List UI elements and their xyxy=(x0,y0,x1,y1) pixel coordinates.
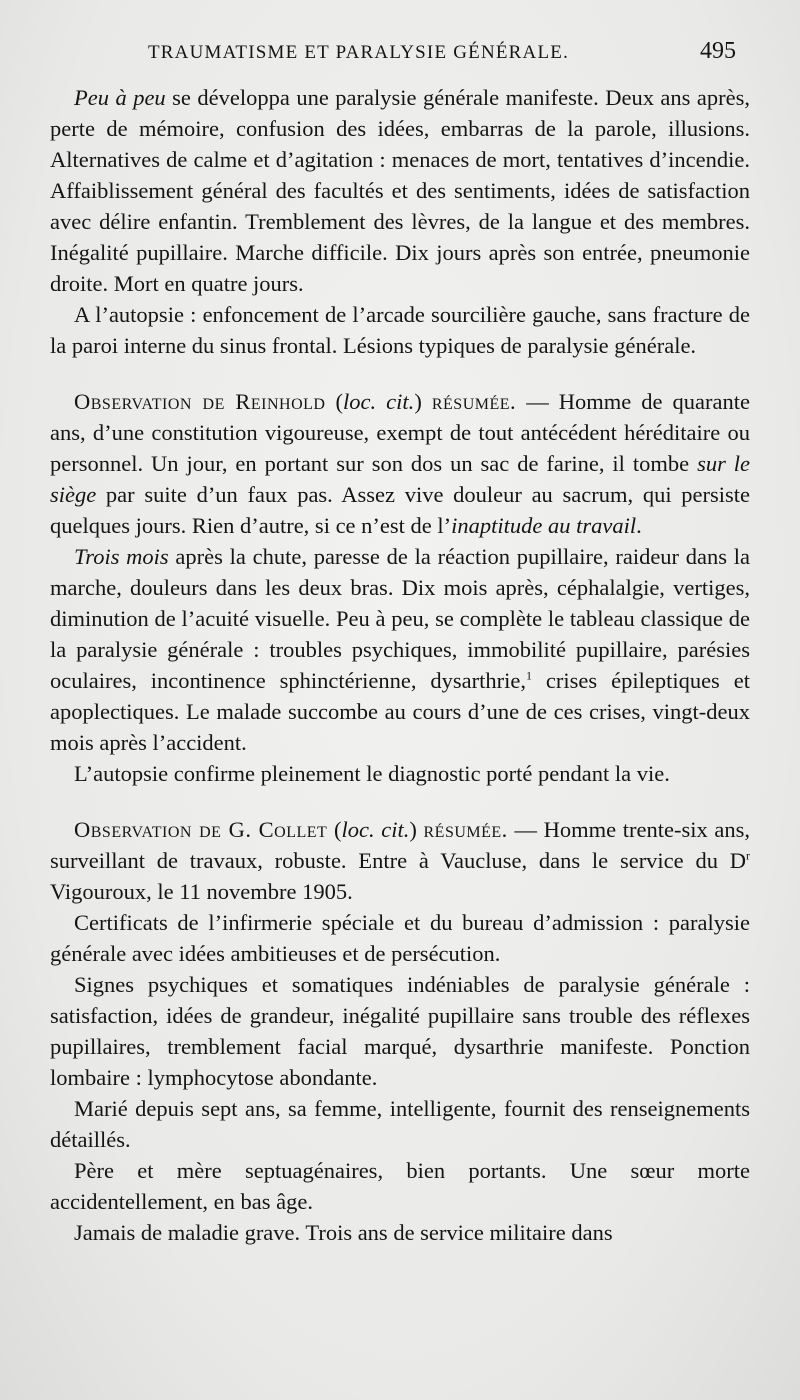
citation-paren: ) xyxy=(414,389,432,414)
summary-label: résumée. xyxy=(431,389,517,414)
paragraph: Marié depuis sept ans, sa femme, intelligente, fournit des renseignements détaillés. xyxy=(50,1096,750,1152)
running-header: TRAUMATISME ET PARALYSIE GÉNÉRALE. xyxy=(148,42,570,63)
paragraph-text: après la chute, paresse de la réaction pupillaire, raideur dans la marche, douleurs dans les deux bras. Dix mois après, céphalalgie, vertiges, diminution de l’acuité visuelle. Peu à peu, se complète le tableau classique de la paralysie générale : troubles psychiques, immobilité pupillaire, parésies oculaires, incontinence sphinctérienne, dysarthrie, xyxy=(50,544,750,693)
citation-paren: ) xyxy=(409,817,424,842)
paragraph-text: Vigouroux, le 11 novembre 1905. xyxy=(50,879,353,904)
paragraph xyxy=(50,541,750,758)
paragraph-text: — Homme de quarante ans, d’une constitution vigoureuse, exempt de tout antécédent héréditaire ou personnel. Un jour, en portant sur son dos un sac de farine, il tombe xyxy=(50,389,751,476)
paragraph-text: — Homme trente-six ans, surveillant de travaux, robuste. Entre à Vaucluse, dans le service du D xyxy=(50,817,750,873)
citation-paren: ( xyxy=(327,817,342,842)
observation-reinhold xyxy=(50,386,750,541)
summary-label: résumée. xyxy=(423,817,508,842)
page-number: 495 xyxy=(700,38,736,64)
observation-collet xyxy=(50,814,750,907)
footnote-mark: 1 xyxy=(526,668,532,683)
paragraph: Père et mère septuagénaires, bien portants. Une sœur morte accidentellement, en bas âge. xyxy=(50,1158,750,1214)
citation: loc. cit. xyxy=(343,389,415,414)
citation: loc. cit. xyxy=(341,817,410,842)
paragraph-text: se développa une paralysie générale manifeste. Deux ans après, perte de mémoire, confusion des idées, embarras de la parole, illusions. Alternatives de calme et d’agitation : menaces de mort, tentatives d’incendie. Affaiblissement général des facultés et des sentiments, idées de satisfaction avec délire enfantin. Tremblement des lèvres, de la langue et des membres. Inégalité pupillaire. Marche difficile. Dix jours après son entrée, pneumonie droite. Mort en quatre jours. xyxy=(50,85,750,296)
paragraph xyxy=(50,82,750,299)
citation-paren: ( xyxy=(325,389,344,414)
observation-heading: Observation de G. Collet xyxy=(74,817,328,842)
superscript: r xyxy=(746,848,750,863)
paragraph: Jamais de maladie grave. Trois ans de service militaire dans xyxy=(74,1220,613,1245)
paragraph: L’autopsie confirme pleinement le diagnostic porté pendant la vie. xyxy=(74,761,670,786)
observation-heading: Observation de Reinhold xyxy=(74,389,326,414)
italic-phrase: sur le siège xyxy=(50,451,751,507)
paragraph: Certificats de l’infirmerie spéciale et du bureau d’admission : paralysie générale avec idées ambitieuses et de persécution. xyxy=(50,910,750,966)
italic-phrase: inaptitude au travail xyxy=(451,513,637,538)
paragraph-text: par suite d’un faux pas. Assez vive douleur au sacrum, qui persiste quelques jours. Rien d’autre, si ce n’est de l’ xyxy=(50,482,750,538)
paragraph: A l’autopsie : enfoncement de l’arcade sourcilière gauche, sans fracture de la paroi interne du sinus frontal. Lésions typiques de paralysie générale. xyxy=(50,302,750,358)
body-text xyxy=(50,82,750,1248)
italic-lead: Trois mois xyxy=(74,544,169,569)
paragraph: Signes psychiques et somatiques indéniables de paralysie générale : satisfaction, idées de grandeur, inégalité pupillaire sans trouble des réflexes pupillaires, tremblement facial marqué, dysarthrie manifeste. Ponction lombaire : lymphocytose abondante. xyxy=(50,972,750,1090)
italic-lead: Peu à peu xyxy=(74,85,166,110)
paragraph-text: crises épileptiques et apoplectiques. Le malade succombe au cours d’une de ces crises, vingt-deux mois après l’accident. xyxy=(50,668,750,755)
paragraph-text: . xyxy=(636,513,642,538)
